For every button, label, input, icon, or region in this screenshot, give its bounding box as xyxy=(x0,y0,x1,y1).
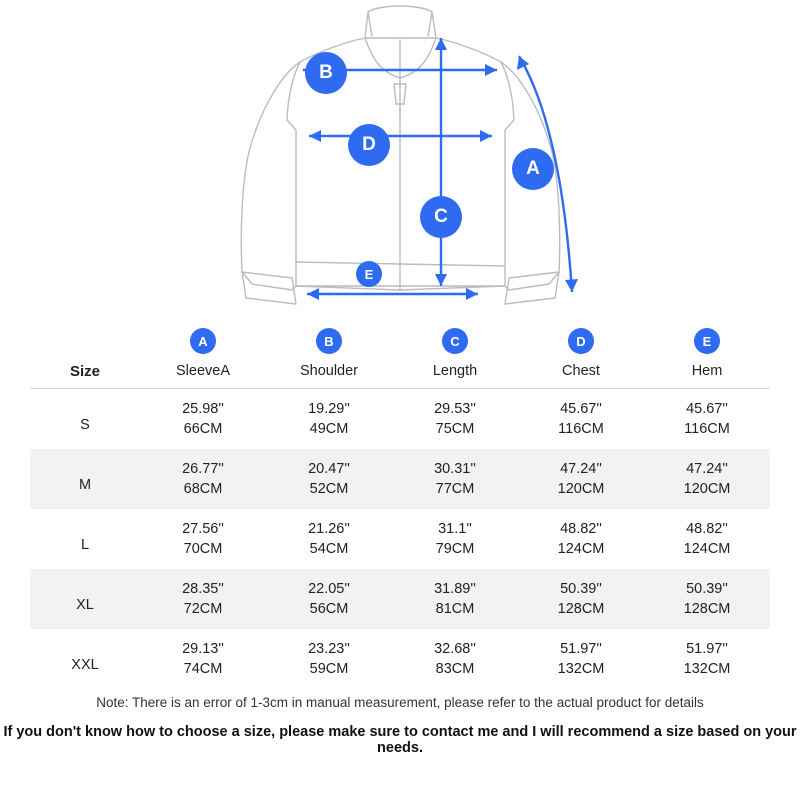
badge-cell-a xyxy=(140,320,266,354)
cell-sleeve-in-xxl: 29.13'' xyxy=(182,641,224,657)
cell-length-cm-xl: 81CM xyxy=(392,597,518,629)
cell-shoulder-in-l: 21.26'' xyxy=(308,521,350,537)
cell-length-in-s: 29.53'' xyxy=(434,401,476,417)
cell-shoulder-cm-l: 54CM xyxy=(309,541,349,557)
cell-hem-in-s: 45.67'' xyxy=(686,401,728,417)
cell-hem-in-l: 48.82'' xyxy=(686,521,728,537)
cell-hem-cm-m: 120CM xyxy=(644,477,770,509)
cell-length-in-l: 31.1'' xyxy=(438,521,472,537)
row-size-l: L xyxy=(80,537,90,553)
header-hem: Hem xyxy=(644,354,770,389)
header-chest: Chest xyxy=(518,354,644,389)
cell-shoulder-cm-m: 52CM xyxy=(266,477,392,509)
table-badge-c: C xyxy=(442,328,468,354)
size-recommendation-footer: If you don't know how to choose a size, please make sure to contact me and I will recommend a size based on your needs. xyxy=(3,724,797,756)
cell-sleeve-in-m: 26.77'' xyxy=(140,449,266,477)
cell-sleeve-in-xl: 28.35'' xyxy=(140,569,266,597)
cell-length-cm-m: 77CM xyxy=(392,477,518,509)
measure-badge-e: E xyxy=(356,261,382,287)
table-row xyxy=(30,477,770,509)
table-header-row xyxy=(30,354,770,389)
measure-badge-b: B xyxy=(305,52,347,94)
cell-sleeve-cm-xl: 72CM xyxy=(140,597,266,629)
cell-length-cm-l: 79CM xyxy=(435,541,475,557)
cell-hem-cm-l: 124CM xyxy=(683,541,731,557)
table-row xyxy=(30,449,770,477)
badge-cell-c xyxy=(392,320,518,354)
header-size: Size xyxy=(30,354,140,389)
row-size-m: M xyxy=(30,449,140,509)
table-row xyxy=(30,597,770,629)
table-badge-row xyxy=(30,320,770,354)
cell-chest-in-xxl: 51.97'' xyxy=(560,641,602,657)
cell-shoulder-cm-s: 49CM xyxy=(309,421,349,437)
measure-badge-a: A xyxy=(512,148,554,190)
table-badge-e: E xyxy=(694,328,720,354)
cell-chest-in-xl: 50.39'' xyxy=(518,569,644,597)
table-badge-d: D xyxy=(568,328,594,354)
cell-shoulder-in-xl: 22.05'' xyxy=(266,569,392,597)
cell-sleeve-in-s: 25.98'' xyxy=(182,401,224,417)
cell-sleeve-cm-xxl: 74CM xyxy=(183,661,223,677)
cell-chest-in-s: 45.67'' xyxy=(560,401,602,417)
jacket-line-drawing xyxy=(0,0,800,320)
header-sleeve: SleeveA xyxy=(140,354,266,389)
header-length: Length xyxy=(392,354,518,389)
cell-hem-cm-xxl: 132CM xyxy=(683,661,731,677)
row-size-xxl: XXL xyxy=(71,657,99,673)
cell-shoulder-in-s: 19.29'' xyxy=(308,401,350,417)
cell-sleeve-cm-m: 68CM xyxy=(140,477,266,509)
table-row xyxy=(30,509,770,537)
cell-sleeve-cm-s: 66CM xyxy=(183,421,223,437)
cell-chest-cm-s: 116CM xyxy=(558,421,604,437)
table-row xyxy=(30,569,770,597)
table-badge-b: B xyxy=(316,328,342,354)
cell-hem-cm-s: 116CM xyxy=(684,421,730,437)
cell-hem-in-m: 47.24'' xyxy=(644,449,770,477)
cell-chest-cm-m: 120CM xyxy=(518,477,644,509)
badge-cell-empty xyxy=(30,320,140,354)
badge-cell-b xyxy=(266,320,392,354)
table-row xyxy=(30,389,770,418)
cell-hem-in-xxl: 51.97'' xyxy=(686,641,728,657)
cell-hem-cm-xl: 128CM xyxy=(644,597,770,629)
measurement-note: Note: There is an error of 1-3cm in manual measurement, please refer to the actual product for details xyxy=(96,695,704,710)
measure-badge-d: D xyxy=(348,124,390,166)
cell-chest-in-l: 48.82'' xyxy=(560,521,602,537)
cell-chest-cm-xxl: 132CM xyxy=(557,661,605,677)
table-row xyxy=(30,657,770,689)
cell-shoulder-cm-xl: 56CM xyxy=(266,597,392,629)
row-size-s: S xyxy=(80,417,90,433)
cell-shoulder-in-m: 20.47'' xyxy=(266,449,392,477)
garment-diagram xyxy=(0,0,800,320)
cell-length-in-xl: 31.89'' xyxy=(392,569,518,597)
cell-length-cm-xxl: 83CM xyxy=(435,661,475,677)
badge-cell-e xyxy=(644,320,770,354)
cell-sleeve-cm-l: 70CM xyxy=(183,541,223,557)
table-badge-a: A xyxy=(190,328,216,354)
badge-cell-d xyxy=(518,320,644,354)
cell-length-in-m: 30.31'' xyxy=(392,449,518,477)
size-table xyxy=(30,320,770,689)
cell-hem-in-xl: 50.39'' xyxy=(644,569,770,597)
table-row xyxy=(30,417,770,449)
cell-shoulder-in-xxl: 23.23'' xyxy=(308,641,350,657)
table-row xyxy=(30,537,770,569)
cell-sleeve-in-l: 27.56'' xyxy=(182,521,224,537)
size-table-wrapper xyxy=(30,320,770,710)
cell-chest-in-m: 47.24'' xyxy=(518,449,644,477)
cell-chest-cm-l: 124CM xyxy=(557,541,605,557)
cell-chest-cm-xl: 128CM xyxy=(518,597,644,629)
table-row xyxy=(30,629,770,657)
header-shoulder: Shoulder xyxy=(266,354,392,389)
cell-shoulder-cm-xxl: 59CM xyxy=(309,661,349,677)
cell-length-in-xxl: 32.68'' xyxy=(434,641,476,657)
cell-length-cm-s: 75CM xyxy=(435,421,475,437)
row-size-xl: XL xyxy=(30,569,140,629)
measure-badge-c: C xyxy=(420,196,462,238)
